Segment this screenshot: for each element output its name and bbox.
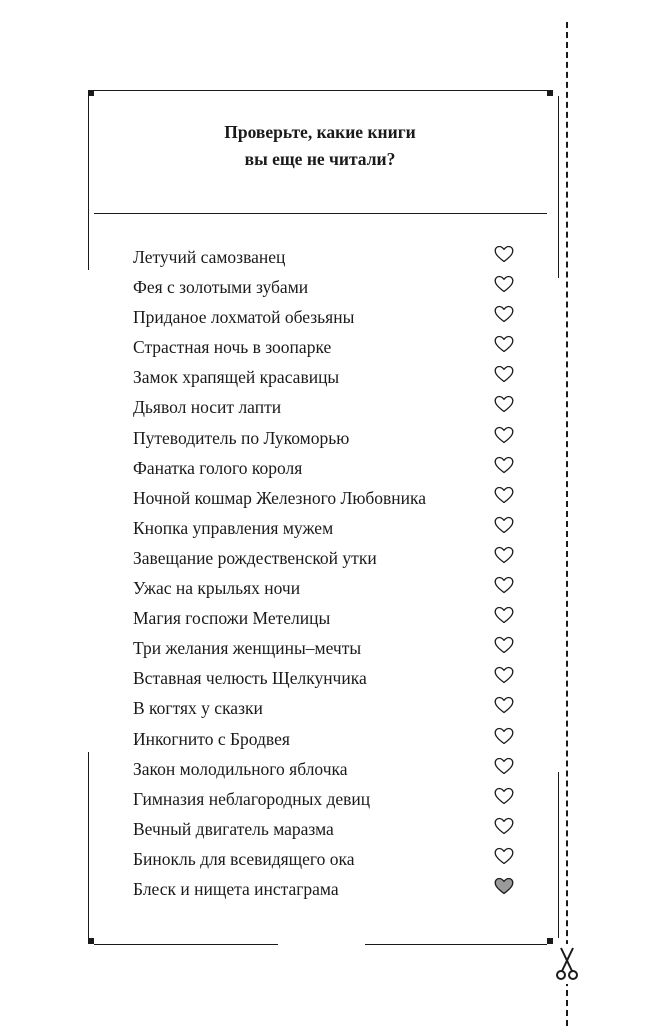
list-item	[133, 484, 533, 514]
frame-right-border-bottom	[558, 772, 559, 938]
book-title: Фанатка голого короля	[133, 457, 303, 478]
heart-icon[interactable]	[494, 757, 514, 775]
heart-icon[interactable]	[494, 395, 514, 413]
heart-icon[interactable]	[494, 817, 514, 835]
book-title: Гимназия неблагородных девиц	[133, 788, 371, 809]
book-title: Бинокль для всевидящего ока	[133, 848, 355, 869]
page-title	[120, 119, 520, 173]
list-item	[133, 845, 533, 875]
frame-top-border	[94, 90, 547, 91]
list-item	[133, 363, 533, 393]
heart-icon[interactable]	[494, 426, 514, 444]
frame-right-border-top	[558, 96, 559, 278]
book-title: Вечный двигатель маразма	[133, 818, 334, 839]
list-item	[133, 454, 533, 484]
heart-icon[interactable]	[494, 486, 514, 504]
book-title: Завещание рождественской утки	[133, 547, 377, 568]
heart-icon[interactable]	[494, 847, 514, 865]
title-divider	[94, 213, 547, 214]
book-title: Замок храпящей красавицы	[133, 367, 340, 388]
scissors-icon	[554, 944, 580, 984]
book-title: Путеводитель по Лукоморью	[133, 427, 350, 448]
heart-icon[interactable]	[494, 696, 514, 714]
heart-icon[interactable]	[494, 727, 514, 745]
list-item	[133, 785, 533, 815]
book-title: Ужас на крыльях ночи	[133, 578, 301, 599]
heart-icon[interactable]	[494, 606, 514, 624]
frame-left-border-top	[88, 96, 89, 270]
heart-icon[interactable]	[494, 335, 514, 353]
heart-icon[interactable]	[494, 576, 514, 594]
book-title: Закон молодильного яблочка	[133, 758, 348, 779]
book-title: Дьявол носит лапти	[133, 397, 282, 418]
list-item	[133, 694, 533, 724]
heart-icon[interactable]	[494, 516, 514, 534]
list-item	[133, 574, 533, 604]
heart-icon[interactable]	[494, 275, 514, 293]
list-item	[133, 725, 533, 755]
frame-corner-top-left	[88, 90, 94, 96]
heart-icon[interactable]	[494, 636, 514, 654]
list-item	[133, 273, 533, 303]
list-item	[133, 604, 533, 634]
list-item	[133, 755, 533, 785]
book-title: Три желания женщины–мечты	[133, 638, 362, 659]
list-item	[133, 243, 533, 273]
list-item	[133, 634, 533, 664]
book-title: Магия госпожи Метелицы	[133, 608, 331, 629]
list-item	[133, 393, 533, 423]
book-list	[133, 243, 533, 905]
heart-icon[interactable]	[494, 546, 514, 564]
title-line-2: вы еще не читали?	[244, 149, 396, 169]
heart-filled-icon[interactable]	[494, 877, 514, 895]
list-item	[133, 424, 533, 454]
title-line-1: Проверьте, какие книги	[224, 122, 416, 142]
book-title: Кнопка управления мужем	[133, 517, 334, 538]
frame-corner-bottom-left	[88, 938, 94, 944]
heart-icon[interactable]	[494, 365, 514, 383]
book-title: Фея с золотыми зубами	[133, 277, 309, 298]
frame-corner-top-right	[547, 90, 553, 96]
book-title: Ночной кошмар Железного Любовника	[133, 487, 427, 508]
frame-corner-bottom-right	[547, 938, 553, 944]
book-title: Приданое лохматой обезьяны	[133, 307, 355, 328]
book-title: Инкогнито с Бродвея	[133, 728, 290, 749]
heart-icon[interactable]	[494, 245, 514, 263]
list-item	[133, 815, 533, 845]
frame-left-border-bottom	[88, 752, 89, 938]
cut-line	[566, 22, 568, 1026]
heart-icon[interactable]	[494, 666, 514, 684]
book-title: В когтях у сказки	[133, 698, 263, 719]
list-item	[133, 333, 533, 363]
heart-icon[interactable]	[494, 456, 514, 474]
heart-icon[interactable]	[494, 305, 514, 323]
frame-bottom-border-left	[94, 944, 278, 945]
book-title: Страстная ночь в зоопарке	[133, 337, 332, 358]
list-item	[133, 303, 533, 333]
book-title: Блеск и нищета инстаграма	[133, 878, 339, 899]
list-item	[133, 664, 533, 694]
list-item	[133, 514, 533, 544]
book-title: Летучий самозванец	[133, 247, 286, 267]
list-item	[133, 544, 533, 574]
heart-icon[interactable]	[494, 787, 514, 805]
frame-bottom-border-right	[365, 944, 547, 945]
book-title: Вставная челюсть Щелкунчика	[133, 668, 367, 689]
list-item	[133, 875, 533, 905]
